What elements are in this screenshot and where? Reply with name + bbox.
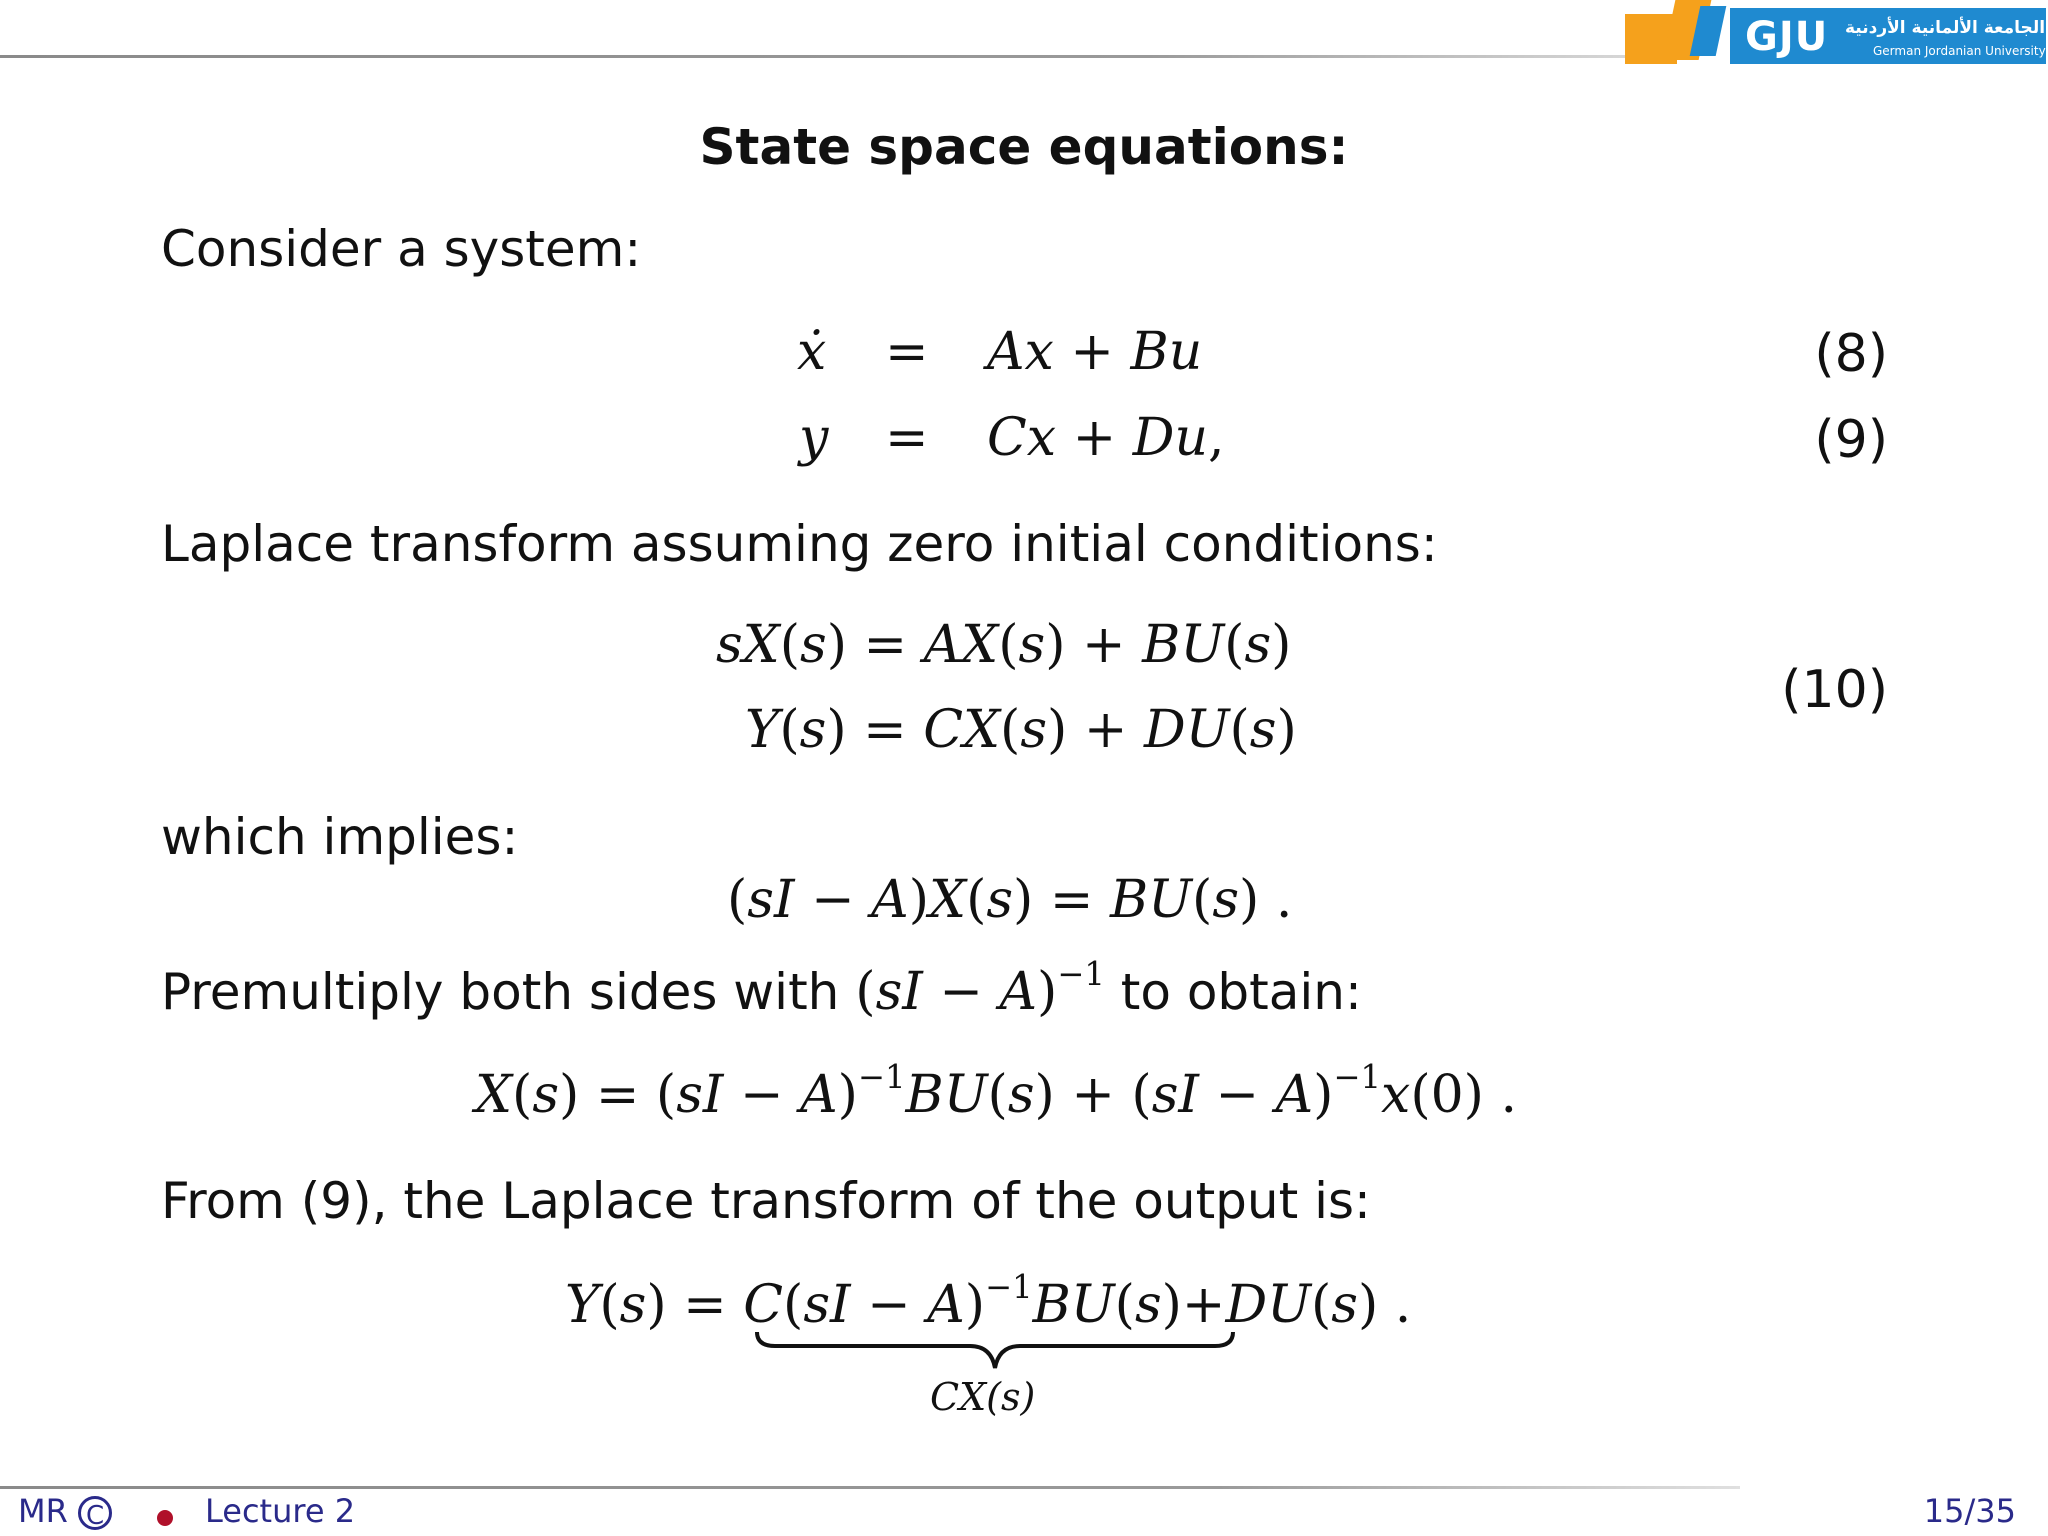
premultiply-text-post: to obtain:: [1120, 963, 1362, 1021]
equation-state-solution: X(s) = (sI − A)$^{-1}$BU(s) + (sI − A)$^{-1}$x(0) .: [475, 1057, 1518, 1125]
logo-english-name: German Jordanian University: [1873, 44, 2046, 58]
equation-9-number: (9): [1814, 410, 1888, 470]
premultiply-line: [161, 954, 1362, 1022]
equation-8-number: (8): [1814, 324, 1888, 384]
header-rule: [0, 55, 1640, 58]
page-number: 15/35: [1923, 1492, 2016, 1530]
laplace-text: Laplace transform assuming zero initial conditions:: [161, 515, 1438, 573]
equation-10a: sX(s) = AX(s) + BU(s): [716, 615, 1292, 675]
author-initials: MR: [18, 1492, 68, 1530]
underbrace: [755, 1330, 1235, 1375]
footer-author: [18, 1492, 112, 1530]
footer-lecture: Lecture 2: [205, 1492, 356, 1530]
equation-implied: (sI − A)X(s) = BU(s) .: [727, 870, 1293, 930]
equation-output: Y(s) = C(sI − A)$^{-1}$BU(s)+DU(s) .: [565, 1267, 1412, 1335]
intro-text: Consider a system:: [161, 220, 642, 278]
logo-arabic-name: الجامعة الألمانية الأردنية: [1845, 18, 2046, 38]
implies-text: which implies:: [161, 808, 519, 866]
from9-text: From (9), the Laplace transform of the output is:: [161, 1172, 1371, 1230]
equation-10-number: (10): [1781, 660, 1888, 720]
footer-bullet: [157, 1510, 173, 1526]
footer-rule: [0, 1486, 1740, 1489]
underbrace-label: CX(s): [930, 1375, 1036, 1419]
inverse-term: (sI − A)$^{-1}$: [855, 954, 1105, 1022]
equation-10b: Y(s) = CX(s) + DU(s): [745, 700, 1297, 760]
slide-title: State space equations:: [699, 118, 1349, 176]
copyright-icon: C: [78, 1496, 112, 1530]
premultiply-text-pre: Premultiply both sides with: [161, 963, 840, 1021]
logo-abbr: GJU: [1745, 14, 1829, 60]
university-logo: [1625, 0, 2048, 68]
